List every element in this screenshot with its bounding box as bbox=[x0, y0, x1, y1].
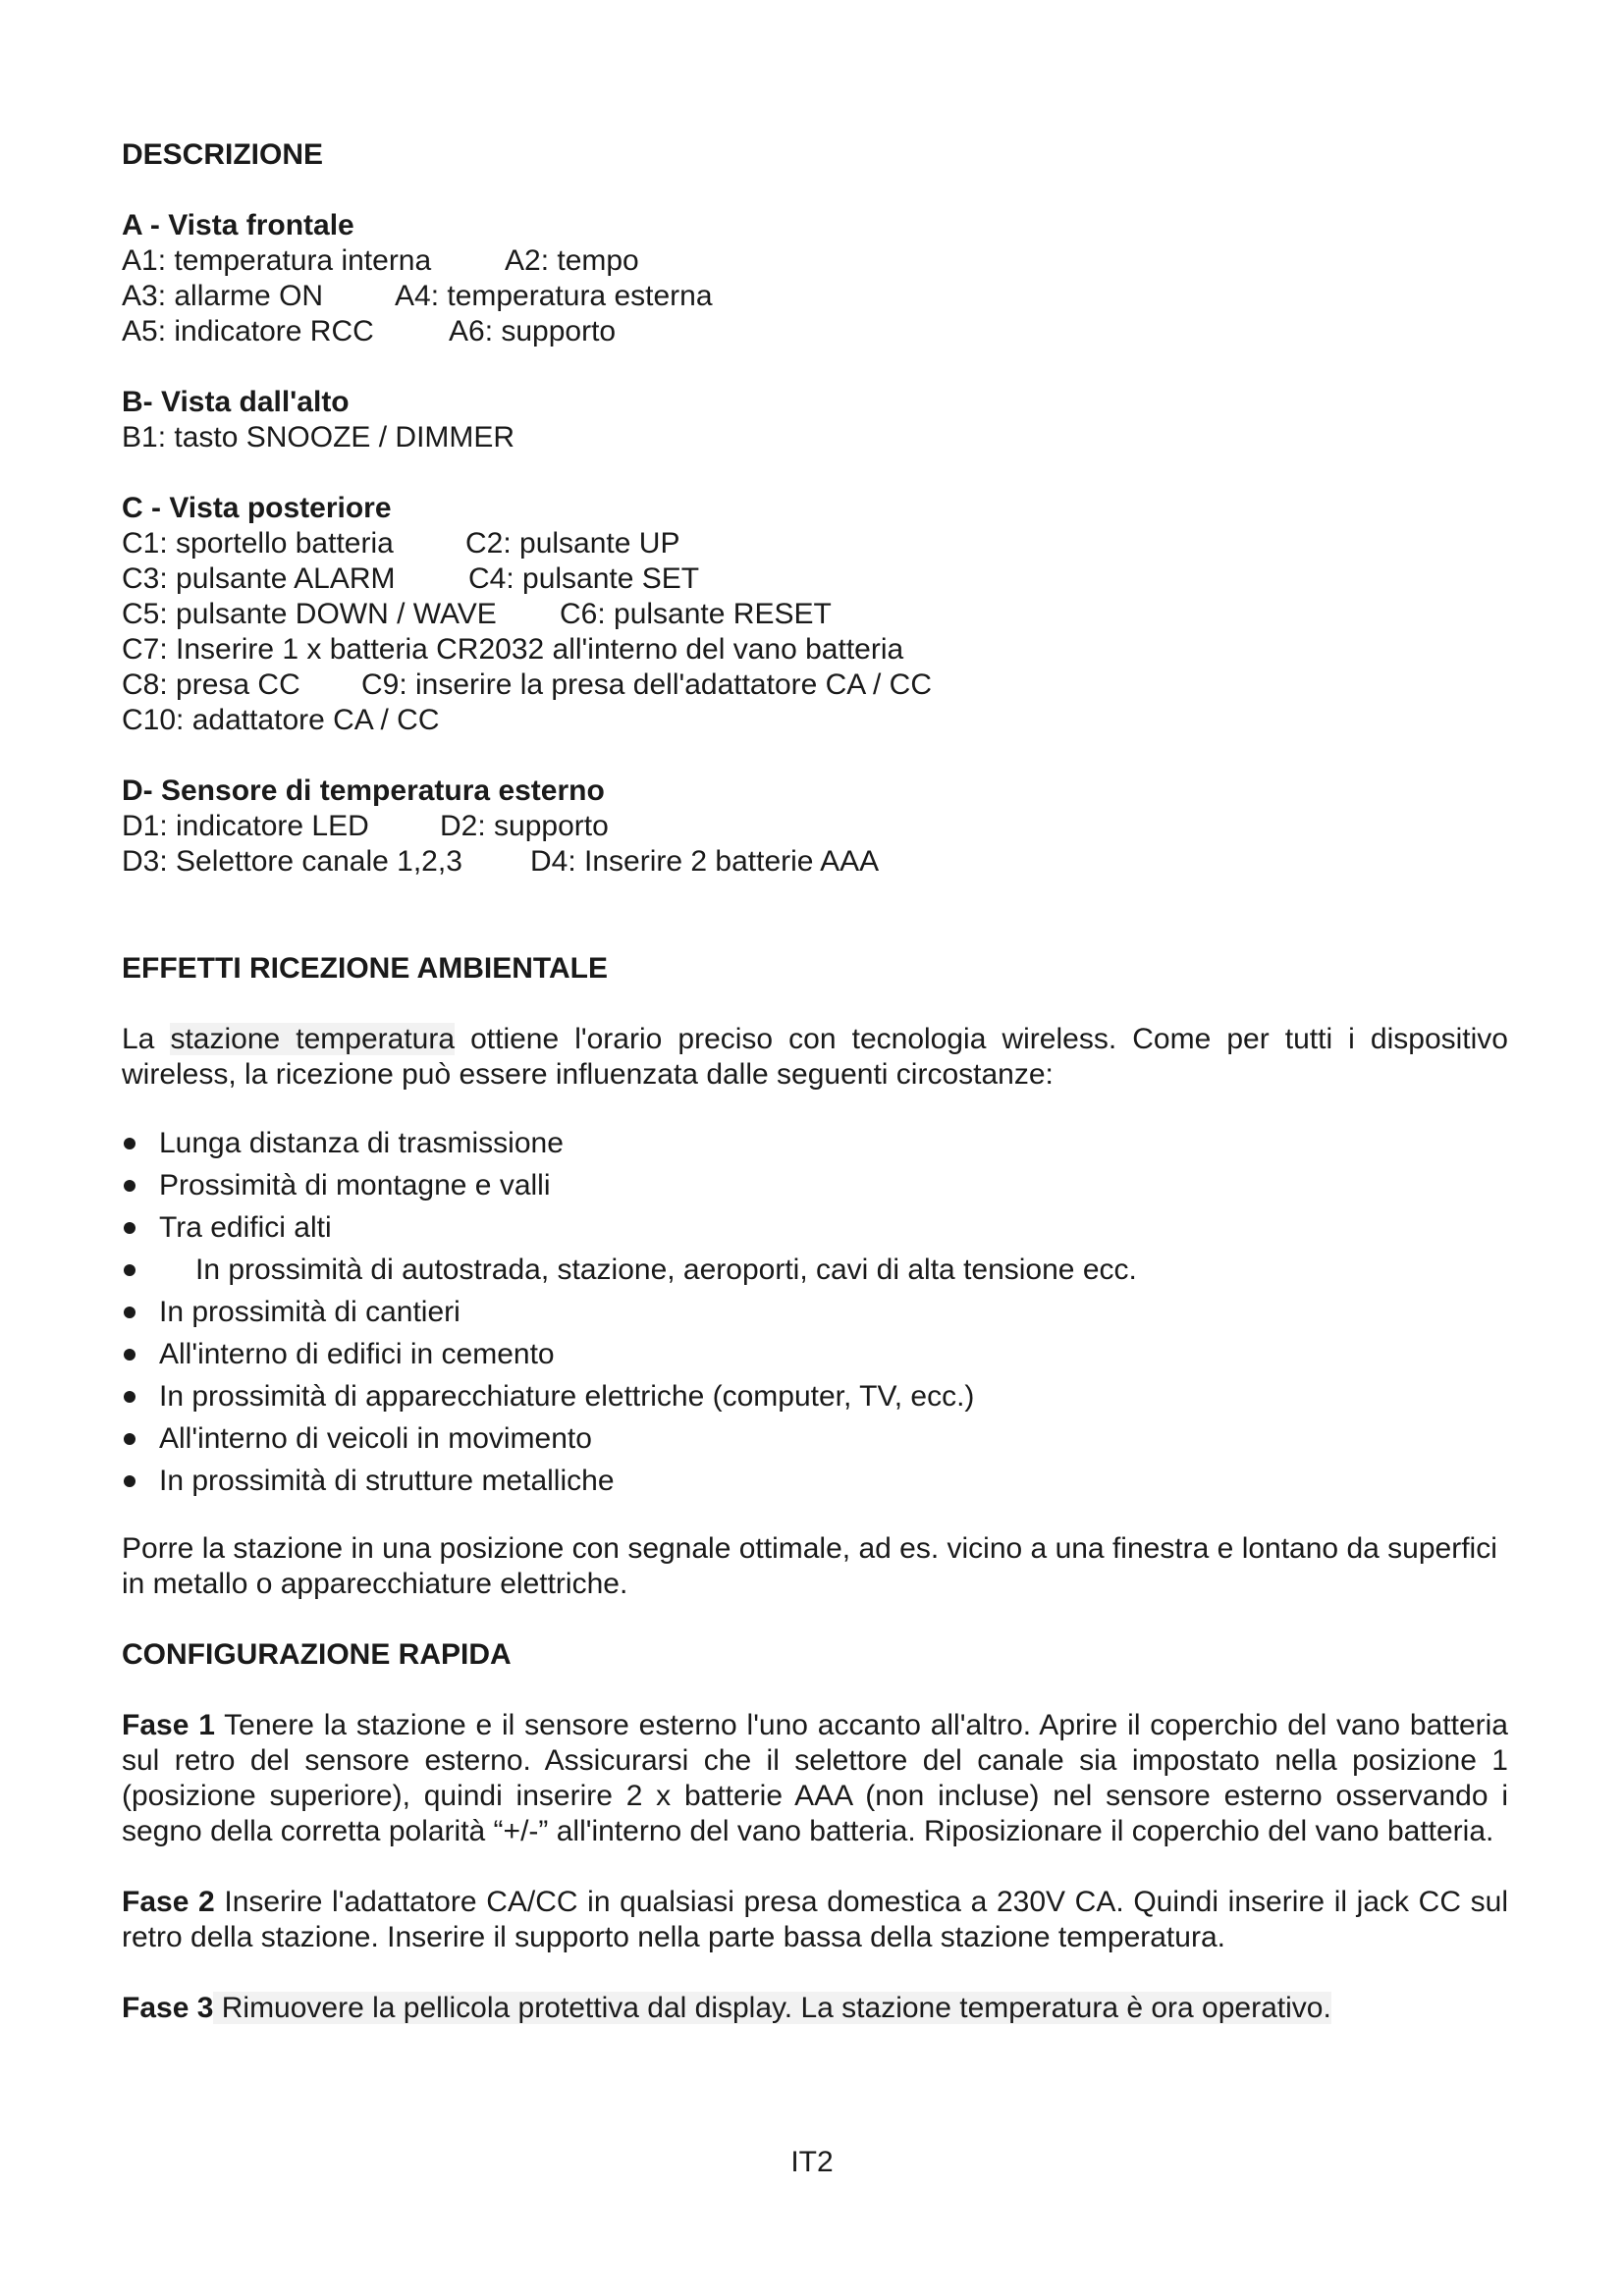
bullet-icon bbox=[124, 1475, 135, 1487]
config-step-3: Fase 3 Rimuovere la pellicola protettiva dal display. La stazione temperatura è ora operativo. bbox=[122, 1992, 1331, 2024]
subsection-title-b: B- Vista dall'alto bbox=[122, 386, 350, 418]
spec-row: C10: adattatore CA / CC bbox=[122, 704, 440, 736]
bullet-icon bbox=[124, 1391, 135, 1403]
bullet-icon bbox=[124, 1307, 135, 1318]
section-title-effetti: EFFETTI RICEZIONE AMBIENTALE bbox=[122, 952, 608, 985]
list-item: In prossimità di apparecchiature elettriche (computer, TV, ecc.) bbox=[122, 1375, 1508, 1417]
bullet-icon bbox=[124, 1180, 135, 1192]
list-item: Lunga distanza di trasmissione bbox=[122, 1122, 1508, 1164]
list-item: In prossimità di strutture metalliche bbox=[122, 1460, 1508, 1502]
step-label: Fase 2 bbox=[122, 1886, 215, 1918]
effetti-closing: Porre la stazione in una posizione con segnale ottimale, ad es. vicino a una finestra e lontano da superfici in metallo o apparecchiature elettriche. bbox=[122, 1532, 1497, 1600]
subsection-title-a: A - Vista frontale bbox=[122, 209, 354, 241]
spec-row: D1: indicatore LED D2: supporto bbox=[122, 810, 609, 842]
step-label: Fase 1 bbox=[122, 1709, 215, 1741]
spec-row: A1: temperatura interna A2: tempo bbox=[122, 244, 639, 277]
config-step-2: Fase 2 Inserire l'adattatore CA/CC in qualsiasi presa domestica a 230V CA. Quindi inserire il jack CC sul retro della stazione. Inserire il supporto nella parte bassa della stazione temperatura. bbox=[122, 1886, 1508, 1953]
spec-row: C1: sportello batteria C2: pulsante UP bbox=[122, 527, 680, 560]
bullet-icon bbox=[124, 1138, 135, 1149]
config-step-1: Fase 1 Tenere la stazione e il sensore esterno l'uno accanto all'altro. Aprire il coperchio del vano batteria sul retro del sensore esterno. Assicurarsi che il selettore del canale sia impostato nella posizione 1 (posizione superiore), quindi inserire 2 x batterie AAA (non incluse) nel sensore esterno osservando i segno della corretta polarità “+/-” all'interno del vano batteria. Riposizionare il coperchio del vano batteria. bbox=[122, 1709, 1508, 1847]
list-item: All'interno di edifici in cemento bbox=[122, 1333, 1508, 1375]
subsection-title-d: D- Sensore di temperatura esterno bbox=[122, 774, 605, 807]
bullet-icon bbox=[124, 1222, 135, 1234]
bullet-icon bbox=[124, 1349, 135, 1361]
list-item: Tra edifici alti bbox=[122, 1206, 1508, 1249]
step-label: Fase 3 bbox=[122, 1992, 214, 2024]
document-page bbox=[122, 137, 1508, 2026]
spec-row: C5: pulsante DOWN / WAVE C6: pulsante RESET bbox=[122, 598, 832, 630]
spec-row: C7: Inserire 1 x batteria CR2032 all'interno del vano batteria bbox=[122, 633, 904, 666]
spec-row: A3: allarme ON A4: temperatura esterna bbox=[122, 280, 713, 312]
page-number: IT2 bbox=[790, 2146, 834, 2178]
spec-row: C8: presa CC C9: inserire la presa dell'adattatore CA / CC bbox=[122, 668, 933, 701]
spec-row: B1: tasto SNOOZE / DIMMER bbox=[122, 421, 515, 454]
list-item: In prossimità di cantieri bbox=[122, 1291, 1508, 1333]
spec-row: A5: indicatore RCC A6: supporto bbox=[122, 315, 617, 347]
spec-row: D3: Selettore canale 1,2,3 D4: Inserire 2 batterie AAA bbox=[122, 845, 880, 878]
bullet-icon bbox=[124, 1433, 135, 1445]
section-title-descrizione: DESCRIZIONE bbox=[122, 138, 324, 171]
list-item: All'interno di veicoli in movimento bbox=[122, 1417, 1508, 1460]
section-title-config: CONFIGURAZIONE RAPIDA bbox=[122, 1638, 512, 1671]
spec-row: C3: pulsante ALARM C4: pulsante SET bbox=[122, 562, 700, 595]
subsection-title-c: C - Vista posteriore bbox=[122, 492, 392, 524]
bullet-icon bbox=[124, 1264, 135, 1276]
effetti-intro: La stazione temperatura ottiene l'orario preciso con tecnologia wireless. Come per tutti i dispositivo wireless, la ricezione può essere influenzata dalle seguenti circostanze: bbox=[122, 1023, 1508, 1091]
list-item: Prossimità di montagne e valli bbox=[122, 1164, 1508, 1206]
list-item: In prossimità di autostrada, stazione, aeroporti, cavi di alta tensione ecc. bbox=[122, 1249, 1508, 1291]
reception-bullet-list bbox=[122, 1122, 1508, 1502]
